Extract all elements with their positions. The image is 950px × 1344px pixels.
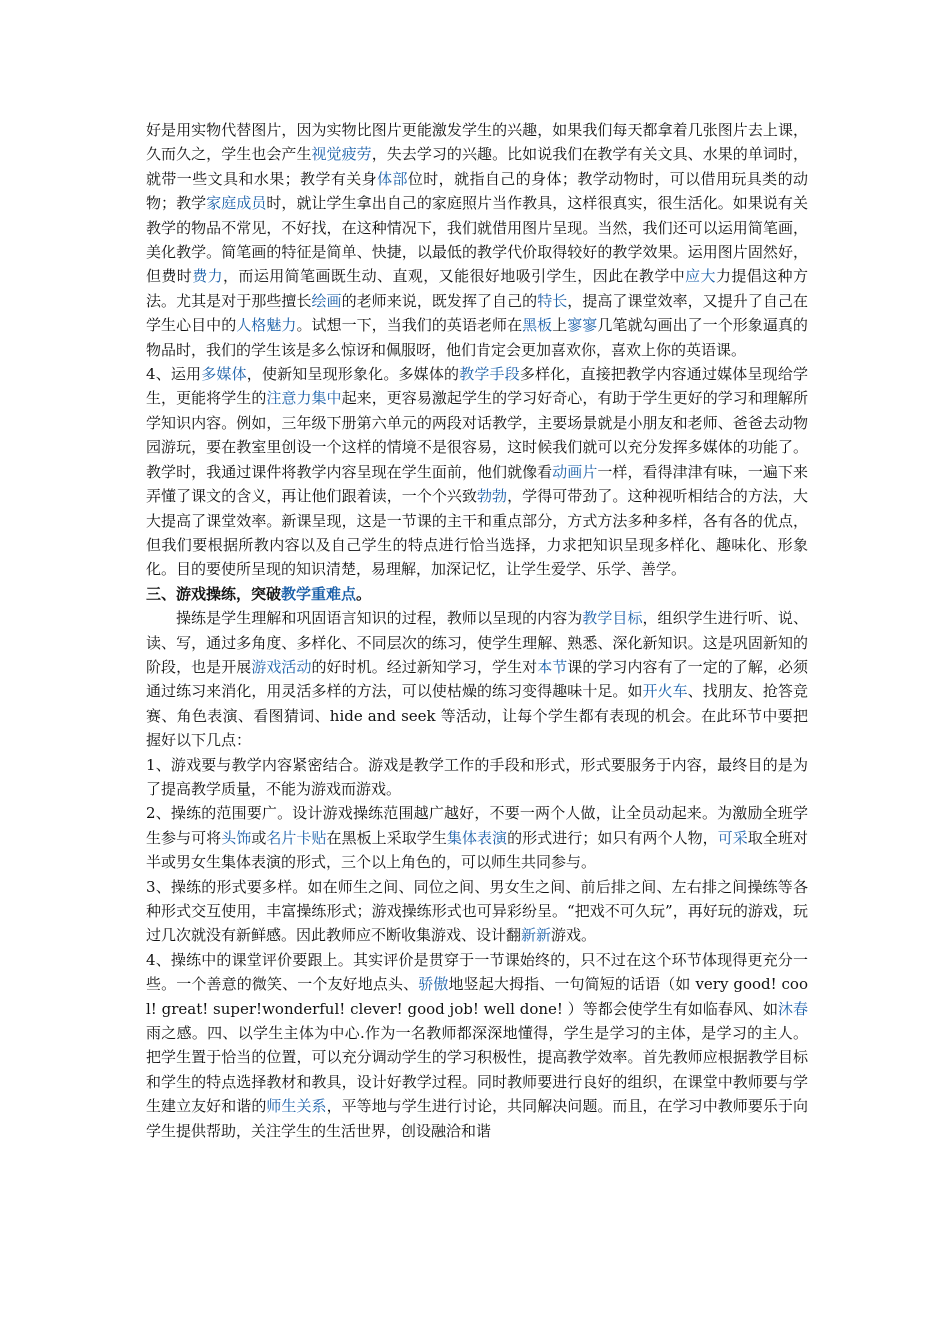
text-run: 操练是学生理解和巩固语言知识的过程，教师以呈现的内容为 [176,609,583,628]
keyword-link[interactable]: 家庭成员 [206,194,267,213]
text-run: 三、游戏操练，突破 [146,584,282,603]
body-paragraph [146,801,808,874]
text-run: 在黑板上采取学生 [326,828,447,847]
text-run: 地竖起大拇指、一句简短的话语（如 very good! cool! great! super!wonderful! clever! good job! well done! ）等都会使学生有如临春风、如 [146,975,808,1018]
keyword-link[interactable]: 集体表演 [446,828,508,847]
keyword-link[interactable]: 动画片 [552,462,598,481]
text-run: 一样，看得津津有味，一遍下来弄懂了课文的含义，再让他们跟着读，一个个兴致 [146,462,808,506]
text-run: 取全班对半或男女生集体表演的形式，三个以上角色的，可以师生共同参与。 [146,828,808,872]
text-run: ，失去学习的兴趣。比如说我们在教学有关文具、水果的单词时，就带一些文具和水果；教学有关身 [146,145,808,188]
keyword-link[interactable]: 教学重难点 [281,584,357,603]
keyword-link[interactable]: 头饰 [221,828,252,847]
text-run: 。 [356,584,372,603]
text-run: ，学得可带劲了。这种视听相结合的方法，大大提高了课堂效率。新课呈现，这是一节课的主干和重点部分，方式方法多种多样，各有各的优点，但我们要根据所教内容以及自己学生的特点进行恰当选择，力求把知识呈现多样化、趣味化、形象化。目的要使所呈现的知识清楚，易理解，加深记忆，让学生爱学、乐学、善学。 [146,487,808,579]
keyword-link[interactable]: 寥寥 [567,316,598,335]
keyword-link[interactable]: 应大 [685,267,716,286]
text-run: 的好时机。经过新知学习，学生对 [311,657,538,676]
text-run: 1、游戏要与教学内容紧密结合。游戏是教学工作的手段和形式，形式要服务于内容，最终目的是为了提高教学质量，不能为游戏而游戏。 [146,755,808,798]
keyword-link[interactable]: 师生关系 [266,1097,327,1116]
keyword-link[interactable]: 注意力集中 [266,389,342,408]
keyword-link[interactable]: 本节 [537,657,568,676]
keyword-link[interactable]: 特长 [537,291,568,310]
keyword-link[interactable]: 开火车 [642,682,688,701]
text-run: 4、操练中的课堂评价要跟上。其实评价是贯穿于一节课始终的，只不过在这个环节体现得更充分一些。一个善意的微笑、一个友好地点头、 [146,950,808,994]
text-run: ，提高了课堂效率，又提升了自己在学生心目中的 [146,291,808,335]
keyword-link[interactable]: 可采 [717,828,748,847]
keyword-link[interactable]: 多媒体 [201,365,247,384]
text-run: 多样化，直接把教学内容通过媒体呈现给学生，更能将学生的 [146,365,808,408]
section-heading [146,582,808,606]
text-run: 4、运用 [146,365,202,384]
text-run: 或 [251,828,267,847]
text-run: 课的学习内容有了一定的了解，必须通过练习来消化，用灵活多样的方法，可以使枯燥的练习变得趣味十足。如 [146,657,808,701]
keyword-link[interactable]: 新新 [521,926,552,945]
text-run: 2、操练的范围要广。设计游戏操练范围越广越好，不要一两个人做，让全员动起来。为激励全班学生参与可将 [146,804,808,847]
keyword-link[interactable]: 绘画 [311,291,342,310]
keyword-link[interactable]: 费力 [192,267,224,286]
text-run: 力提倡这种方法。尤其是对于那些擅长 [146,267,808,310]
text-run: 3、操练的形式要多样。如在师生之间、同位之间、男女生之间、前后排之间、左右排之间操练等各种形式交互使用，丰富操练形式；游戏操练形式也可异彩纷呈。“把戏不可久玩”，再好玩的游戏，玩过几次就没有新鲜感。因此教师应不断收集游戏、设计翻 [146,877,808,945]
text-run: 几笔就勾画出了一个形象逼真的物品时，我们的学生该是多么惊讶和佩服呀，他们肯定会更加喜欢你，喜欢上你的英语课。 [146,316,808,359]
keyword-link[interactable]: 教学目标 [582,609,643,628]
text-run: 。试想一下，当我们的英语老师在 [296,316,523,335]
text-run: 好是用实物代替图片，因为实物比图片更能激发学生的兴趣，如果我们每天都拿着几张图片去上课，久而久之，学生也会产生 [146,121,808,164]
text-run: ，而运用简笔画既生动、直观，又能很好地吸引学生，因此在教学中 [223,267,686,286]
text-run: ，使新知呈现形象化。多媒体的 [246,365,460,384]
text-run: 时，就让学生拿出自己的家庭照片当作教具，这样很真实，很生活化。如果说有关教学的物品不常见，不好找，在这种情况下，我们就借用图片呈现。当然，我们还可以运用简笔画，美化教学。简笔画的特征是简单、快捷，以最低的教学代价取得较好的教学效果。运用图片固然好，但费时 [146,194,808,286]
document-page [146,118,808,1143]
body-paragraph [146,875,808,948]
body-paragraph [146,118,808,362]
text-run: ，组织学生进行听、说、读、写，通过多角度、多样化、不同层次的练习，使学生理解、熟悉、深化新知识。这是巩固新知的阶段，也是开展 [146,609,808,676]
body-paragraph [146,606,808,752]
keyword-link[interactable]: 人格魅力 [236,316,297,335]
body-paragraph [146,948,808,1143]
text-run: 雨之感。四、以学生主体为中心.作为一名教师都深深地懂得，学生是学习的主体，是学习的主人。把学生置于恰当的位置，可以充分调动学生的学习积极性，提高教学效率。首先教师应根据教学目标和学生的特点选择教材和教具，设计好教学过程。同时教师要进行良好的组织，在课堂中教师要与学生建立友好和谐的 [146,1024,808,1116]
keyword-link[interactable]: 黑板 [522,316,553,335]
keyword-link[interactable]: 视觉疲劳 [311,145,372,164]
text-run: ，平等地与学生进行讨论，共同解决问题。而且，在学习中教师要乐于向学生提供帮助，关注学生的生活世界，创设融洽和谐 [146,1097,808,1140]
text-run: 起来，更容易激起学生的学习好奇心，有助于学生更好的学习和理解所学知识内容。例如，三年级下册第六单元的两段对话教学，主要场景就是小朋友和老师、爸爸去动物园游玩，要在教室里创设一个这样的情境不是很容易，这时候我们就可以充分发挥多媒体的功能了。教学时，我通过课件将教学内容呈现在学生面前，他们就像看 [146,389,808,481]
text-run: 、找朋友、抢答竞赛、角色表演、看图猜词、hide and seek 等活动，让每个学生都有表现的机会。在此环节中要把握好以下几点： [146,682,808,750]
keyword-link[interactable]: 教学手段 [459,365,520,384]
text-run: 的老师来说，既发挥了自己的 [341,291,538,310]
text-run: 游戏。 [551,926,597,945]
keyword-link[interactable]: 勃勃 [477,487,508,506]
keyword-link[interactable]: 名片卡贴 [266,828,327,847]
keyword-link[interactable]: 骄傲 [418,975,449,994]
keyword-link[interactable]: 游戏活动 [251,657,312,676]
keyword-link[interactable]: 沐春 [777,999,808,1018]
body-paragraph [146,753,808,802]
text-run: 的形式进行；如只有两个人物， [507,828,718,847]
text-run: 位时，就指自己的身体；教学动物时，可以借用玩具类的动物；教学 [146,169,808,213]
body-paragraph [146,362,808,582]
text-run: 上 [552,316,568,335]
keyword-link[interactable]: 体部 [377,169,408,188]
